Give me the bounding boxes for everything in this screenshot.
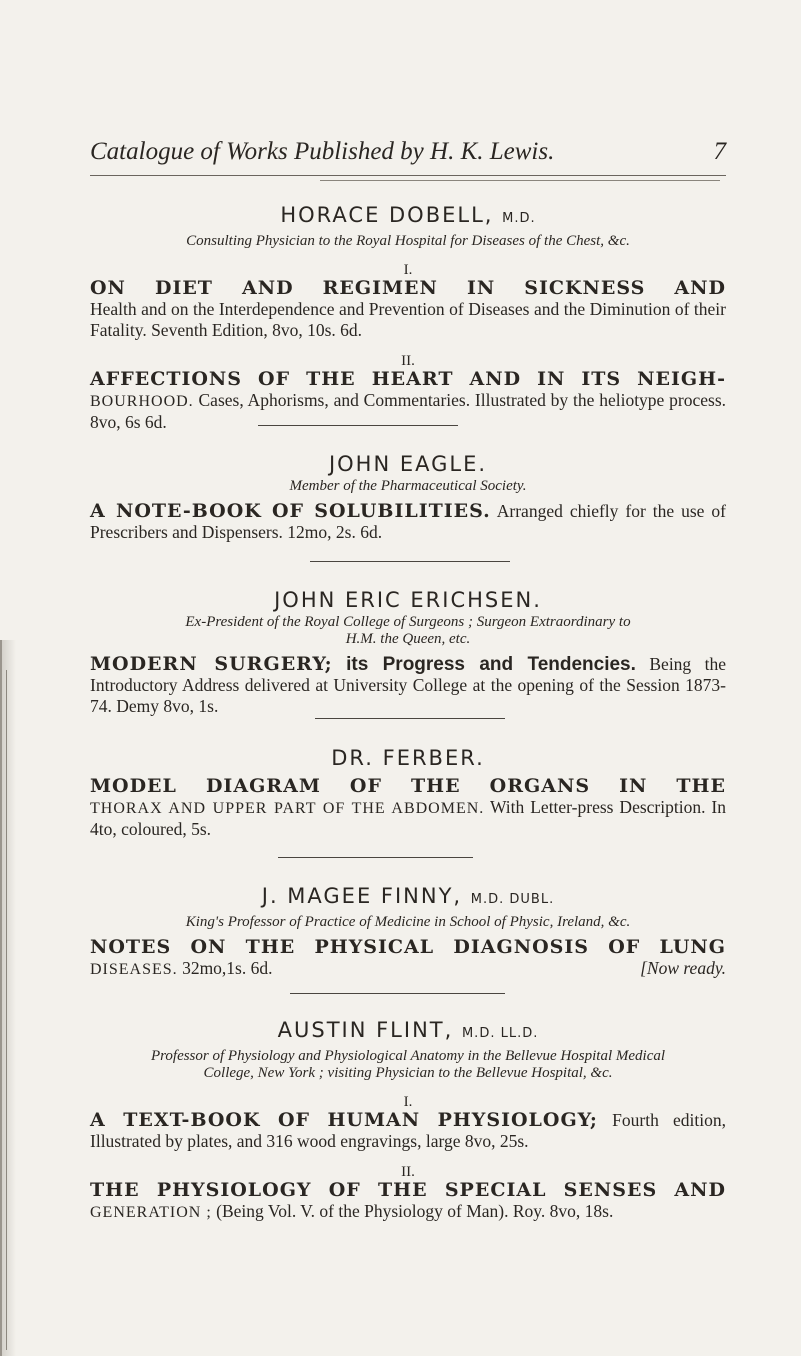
author-name: AUSTIN FLINT, M.D. LL.D.	[277, 1018, 539, 1042]
running-head-title: Catalogue of Works Published by H. K. Lewis.	[90, 138, 555, 165]
work-entry	[90, 501, 726, 543]
author-name: HORACE DOBELL, M.D.	[280, 203, 536, 227]
author-degree: M.D.	[502, 211, 536, 226]
work-body-caps: DISEASES.	[90, 961, 178, 978]
author-section-ferber	[90, 746, 726, 840]
work-body: GENERATION ; (Being Vol. V. of the Physiology of Man). Roy. 8vo, 18s.	[90, 1201, 614, 1221]
page-number: 7	[713, 138, 726, 165]
work-entry	[90, 278, 726, 341]
head-rule-secondary	[320, 180, 720, 181]
author-description-line: Professor of Physiology and Physiological Anatomy in the Bellevue Hospital Medical	[150, 1048, 666, 1064]
running-head	[90, 138, 726, 166]
work-title: A NOTE-BOOK OF SOLUBILITIES.	[90, 500, 491, 522]
page-edge-shadow	[0, 640, 16, 1356]
work-entry	[90, 369, 726, 433]
section-divider	[315, 718, 505, 719]
author-description: King's Professor of Practice of Medicine in School of Physic, Ireland, &c.	[185, 914, 631, 930]
work-body-caps: BOURHOOD.	[90, 393, 194, 410]
work-numeral: I.	[403, 1094, 413, 1110]
work-body: BOURHOOD. Cases, Aphorisms, and Commentaries. Illustrated by the heliotype process. 8vo, 6s 6d.	[90, 390, 727, 432]
author-name: JOHN EAGLE.	[328, 452, 488, 476]
section-divider	[310, 561, 510, 562]
work-body: Arranged chiefly for the use of Prescribers and Dispensers. 12mo, 2s. 6d.	[90, 501, 726, 542]
work-title: A TEXT-BOOK OF HUMAN PHYSIOLOGY;	[90, 1109, 598, 1131]
author-section-eagle	[90, 452, 726, 543]
work-entry	[90, 1110, 726, 1152]
author-description-line: Ex-President of the Royal College of Surgeons ; Surgeon Extraordinary to	[185, 614, 631, 630]
work-title-rest: its Progress and Tendencies.	[346, 654, 636, 675]
work-body-caps: GENERATION ;	[90, 1204, 212, 1221]
work-title: ON DIET AND REGIMEN IN SICKNESS AND	[90, 277, 726, 299]
author-name: JOHN ERIC ERICHSEN.	[274, 588, 542, 612]
author-degree: M.D. LL.D.	[461, 1026, 539, 1041]
author-degree: M.D. DUBL.	[470, 892, 555, 907]
section-divider	[258, 425, 458, 426]
work-numeral: II.	[401, 353, 415, 369]
work-entry	[90, 654, 726, 717]
work-body: Fourth edition, Illustrated by plates, and 316 wood engravings, large 8vo, 25s.	[90, 1110, 727, 1151]
author-section-erichsen	[90, 588, 726, 717]
work-body: DISEASES. 32mo,1s. 6d. [Now ready.	[90, 958, 726, 978]
author-section-finny	[90, 884, 726, 980]
work-body-caps: THORAX AND UPPER PART OF THE ABDOMEN.	[90, 800, 485, 817]
section-divider	[278, 857, 473, 858]
author-name: DR. FERBER.	[331, 746, 485, 770]
work-numeral: II.	[401, 1164, 415, 1180]
section-divider	[290, 993, 505, 994]
work-body: Being the Introductory Address delivered at University College at the opening of the Session 1873-74. Demy 8vo, 1s.	[90, 654, 727, 716]
author-description: Consulting Physician to the Royal Hospital for Diseases of the Chest, &c.	[186, 233, 630, 249]
work-body: Health and on the Interdependence and Prevention of Diseases and the Diminution of their Fatality. Seventh Edition, 8vo, 10s. 6d.	[90, 299, 726, 340]
work-title: NOTES ON THE PHYSICAL DIAGNOSIS OF LUNG	[90, 936, 726, 958]
author-name: J. MAGEE FINNY, M.D. DUBL.	[261, 884, 555, 908]
author-section-flint	[90, 1018, 726, 1223]
author-description: Member of the Pharmaceutical Society.	[289, 478, 527, 494]
author-description-line: College, New York ; visiting Physician to the Bellevue Hospital, &c.	[203, 1065, 613, 1081]
work-title: MODEL DIAGRAM OF THE ORGANS IN THE	[90, 775, 726, 797]
work-body: THORAX AND UPPER PART OF THE ABDOMEN. With Letter-press Description. In 4to, coloured, 5s.	[90, 797, 727, 839]
author-description-line: H.M. the Queen, etc.	[345, 631, 471, 647]
head-rule	[90, 175, 726, 176]
work-entry	[90, 776, 726, 840]
work-title: MODERN SURGERY;	[90, 653, 333, 675]
author-section-dobell	[90, 203, 726, 433]
availability-note: [Now ready.	[640, 958, 726, 978]
work-title: AFFECTIONS OF THE HEART AND IN ITS NEIGH-	[90, 368, 726, 390]
work-entry	[90, 1180, 726, 1223]
work-entry	[90, 937, 726, 980]
work-numeral: I.	[403, 262, 413, 278]
work-title: THE PHYSIOLOGY OF THE SPECIAL SENSES AND	[90, 1179, 726, 1201]
